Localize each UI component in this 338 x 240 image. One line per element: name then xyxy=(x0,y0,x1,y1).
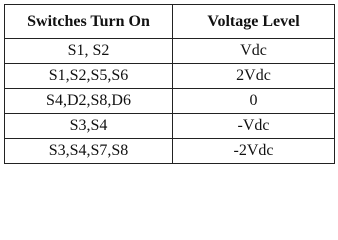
switches-cell: S3,S4,S7,S8 xyxy=(5,139,173,164)
switches-cell: S1,S2,S5,S6 xyxy=(5,64,173,89)
voltage-cell: 0 xyxy=(173,89,335,114)
header-voltage-level: Voltage Level xyxy=(173,5,335,39)
table-row xyxy=(5,64,335,89)
switching-states-table-container xyxy=(4,4,334,164)
switches-cell: S4,D2,S8,D6 xyxy=(5,89,173,114)
header-switches-turn-on: Switches Turn On xyxy=(5,5,173,39)
switches-cell: S1, S2 xyxy=(5,39,173,64)
switching-states-table xyxy=(4,4,335,164)
voltage-cell: -Vdc xyxy=(173,114,335,139)
table-row xyxy=(5,39,335,64)
switches-cell: S3,S4 xyxy=(5,114,173,139)
voltage-cell: Vdc xyxy=(173,39,335,64)
table-row xyxy=(5,114,335,139)
voltage-cell: -2Vdc xyxy=(173,139,335,164)
table-row xyxy=(5,139,335,164)
table-header-row xyxy=(5,5,335,39)
table-row xyxy=(5,89,335,114)
voltage-cell: 2Vdc xyxy=(173,64,335,89)
